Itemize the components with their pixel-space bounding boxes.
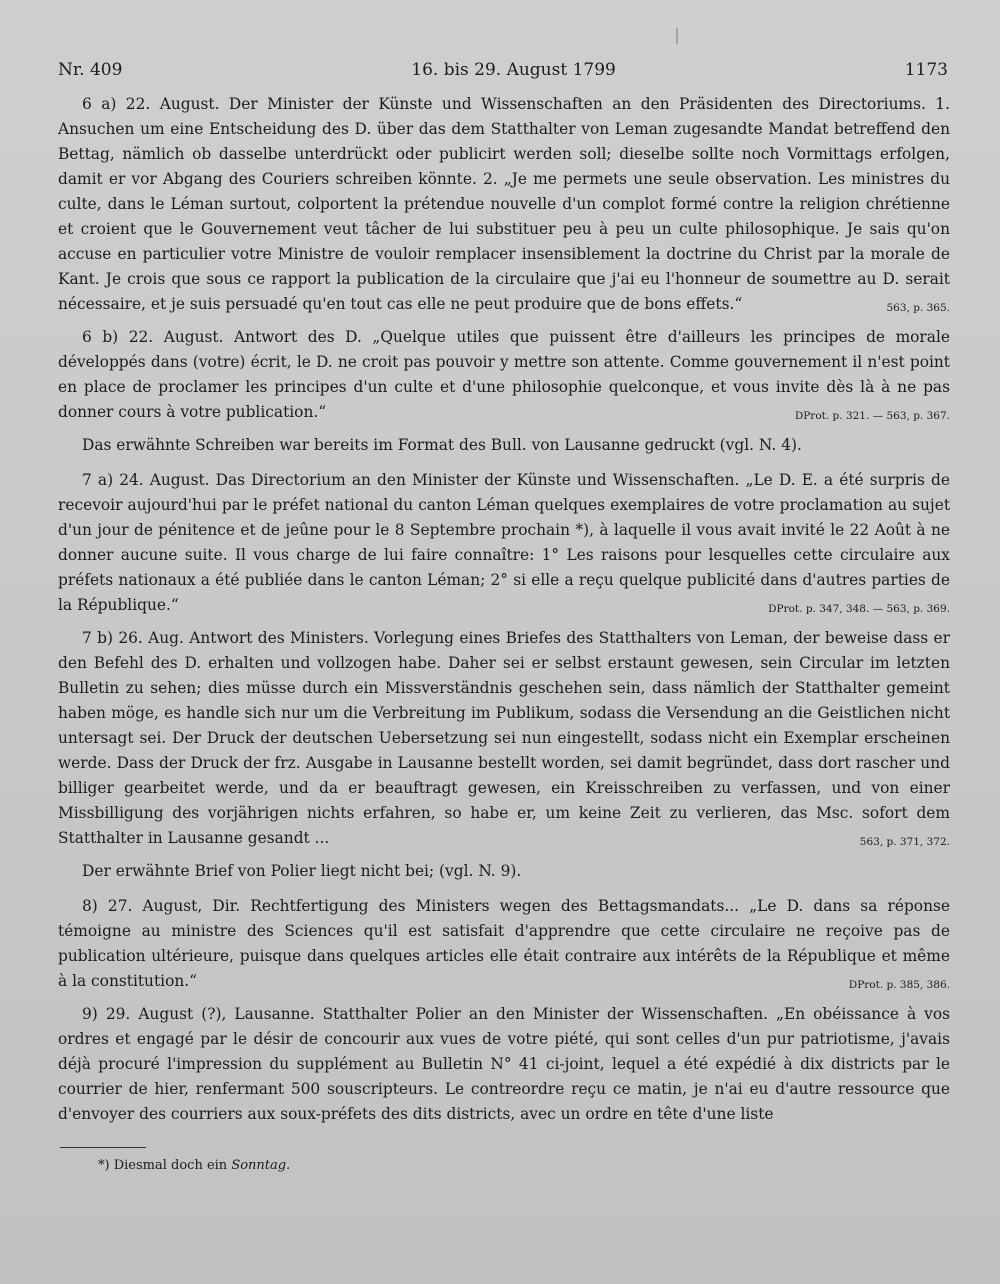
entry-8 bbox=[58, 894, 950, 994]
entry-text: 7 b) 26. Aug. Antwort des Ministers. Vorlegung eines Briefes des Statthalters von Leman, der beweise dass er den Befehl des D. erhalten und vollzogen habe. Daher sei er selbst erstaunt gewesen, sein Circular im letzten Bulletin zu sehen; dies müsse durch ein Missverständnis geschehen sein, dass nämlich der Statthalter gemeint haben möge, es handle sich nur um die Verbreitung im Publikum, sodass die Versendung an die Geistlichen nicht untersagt sei. Der Druck der deutschen Uebersetzung sei nun eingestellt, sodass nicht ein Exemplar erscheinen werde. Dass der Druck der frz. Ausgabe in Lausanne bestellt worden, sei damit begründet, dass dort rascher und billiger gearbeitet werde, und da er beauftragt gewesen, ein Kreisschreiben zu verfassen, und von einer Missbilligung des vorjährigen nichts erfahren, so habe er, um keine Zeit zu verlieren, das Msc. sofort dem Statthalter in Lausanne gesandt ... bbox=[58, 629, 950, 847]
footnote-separator bbox=[60, 1147, 146, 1148]
source-reference: DProt. p. 385, 386. bbox=[848, 979, 950, 991]
main-text bbox=[58, 92, 950, 1127]
source-reference: 563, p. 371, 372. bbox=[859, 836, 950, 848]
entry-7b bbox=[58, 626, 950, 851]
footnote bbox=[58, 1158, 950, 1173]
entry-6a bbox=[58, 92, 950, 317]
entry-7a bbox=[58, 468, 950, 618]
editorial-note: Der erwähnte Brief von Polier liegt nicht bei; (vgl. N. 9). bbox=[82, 862, 522, 880]
footnote-text: *) Diesmal doch ein bbox=[98, 1158, 228, 1173]
date-range: 16. bis 29. August 1799 bbox=[411, 60, 616, 80]
entry-6b bbox=[58, 325, 950, 425]
entry-text: 7 a) 24. August. Das Directorium an den Minister der Künste und Wissenschaften. „Le D. E. a été surpris de recevoir aujourd'hui par le préfet national du canton Léman quelques exemplaires de votre proclamation au sujet d'un jour de pénitence et de jeûne pour le 8 Septembre prochain *), à laquelle il vous avait invité le 22 Août à ne donner aucune suite. Il vous charge de lui faire connaître: 1° Les raisons pour lesquelles cette circulaire aux préfets nationaux a été publiée dans le canton Léman; 2° si elle a reçu quelque publicité dans d'autres parties de la République.“ bbox=[58, 471, 950, 614]
running-header bbox=[58, 60, 950, 80]
entry-9 bbox=[58, 1002, 950, 1127]
entry-text: 9) 29. August (?), Lausanne. Statthalter Polier an den Minister der Wissenschaften. „En obéissance à vos ordres et engagé par le désir de concourir aux vues de votre piété, qui sont celles d'un pur patriotisme, j'avais déjà procuré l'impression du supplément au Bulletin N° 41 ci-joint, lequel a été expédié à dix districts par le courrier de hier, renfermant 500 souscripteurs. Le contreordre reçu ce matin, je n'ai eu d'autre ressource que d'envoyer des courriers aux soux-préfets des dits districts, avec un ordre en tête d'une liste bbox=[58, 1005, 950, 1123]
editorial-note: Das erwähnte Schreiben war bereits im Format des Bull. von Lausanne gedruckt (vgl. N. 4). bbox=[82, 436, 802, 454]
footnote-emphasis: Sonntag. bbox=[231, 1158, 291, 1173]
entry-text: 6 b) 22. August. Antwort des D. „Quelque utiles que puissent être d'ailleurs les principes de morale développés dans (votre) écrit, le D. ne croit pas pouvoir y mettre son attente. Comme gouvernement il n'est point en place de proclamer les principes d'un culte et d'une philosophie quelconque, et vous invite dès là à ne pas donner cours à votre publication.“ bbox=[58, 328, 950, 421]
source-reference: 563, p. 365. bbox=[886, 302, 950, 314]
entry-text: 8) 27. August, Dir. Rechtfertigung des Ministers wegen des Bettagsmandats... „Le D. dans sa réponse témoigne au ministre des Sciences qu'il est satisfait d'apprendre que cette circulaire ne reçoive pas de publication ultérieure, puisque dans quelques articles elle était contraire aux intérêts de la République et même à la constitution.“ bbox=[58, 897, 950, 990]
entry-text: 6 a) 22. August. Der Minister der Künste und Wissenschaften an den Präsidenten des Directoriums. 1. Ansuchen um eine Entscheidung des D. über das dem Statthalter von Leman zugesandte Mandat betreffend den Bettag, nämlich ob dasselbe unterdrückt oder publicirt werden soll; dieselbe sollte noch Vormittags erfolgen, damit er vor Abgang des Couriers schreiben könnte. 2. „Je me permets une seule observation. Les ministres du culte, dans le Léman surtout, colportent la prétendue nouvelle d'un complot formé contre la religion chrétienne et croient que le Gouvernement veut tâcher de lui substituer peu à peu un culte philosophique. Je sais qu'on accuse en particulier votre Ministre de vouloir remplacer insensiblement la doctrine du Christ par la morale de Kant. Je crois que sous ce rapport la publication de la circulaire que j'ai eu l'honneur de soumettre au D. serait nécessaire, et je suis persuadé qu'en tout cas elle ne peut produire que de bons effets.“ bbox=[58, 95, 950, 313]
page-number: 1173 bbox=[904, 60, 948, 80]
source-reference: DProt. p. 347, 348. — 563, p. 369. bbox=[768, 603, 950, 615]
scan-mark bbox=[676, 28, 678, 44]
source-reference: DProt. p. 321. — 563, p. 367. bbox=[794, 410, 950, 422]
document-number: Nr. 409 bbox=[58, 60, 123, 80]
